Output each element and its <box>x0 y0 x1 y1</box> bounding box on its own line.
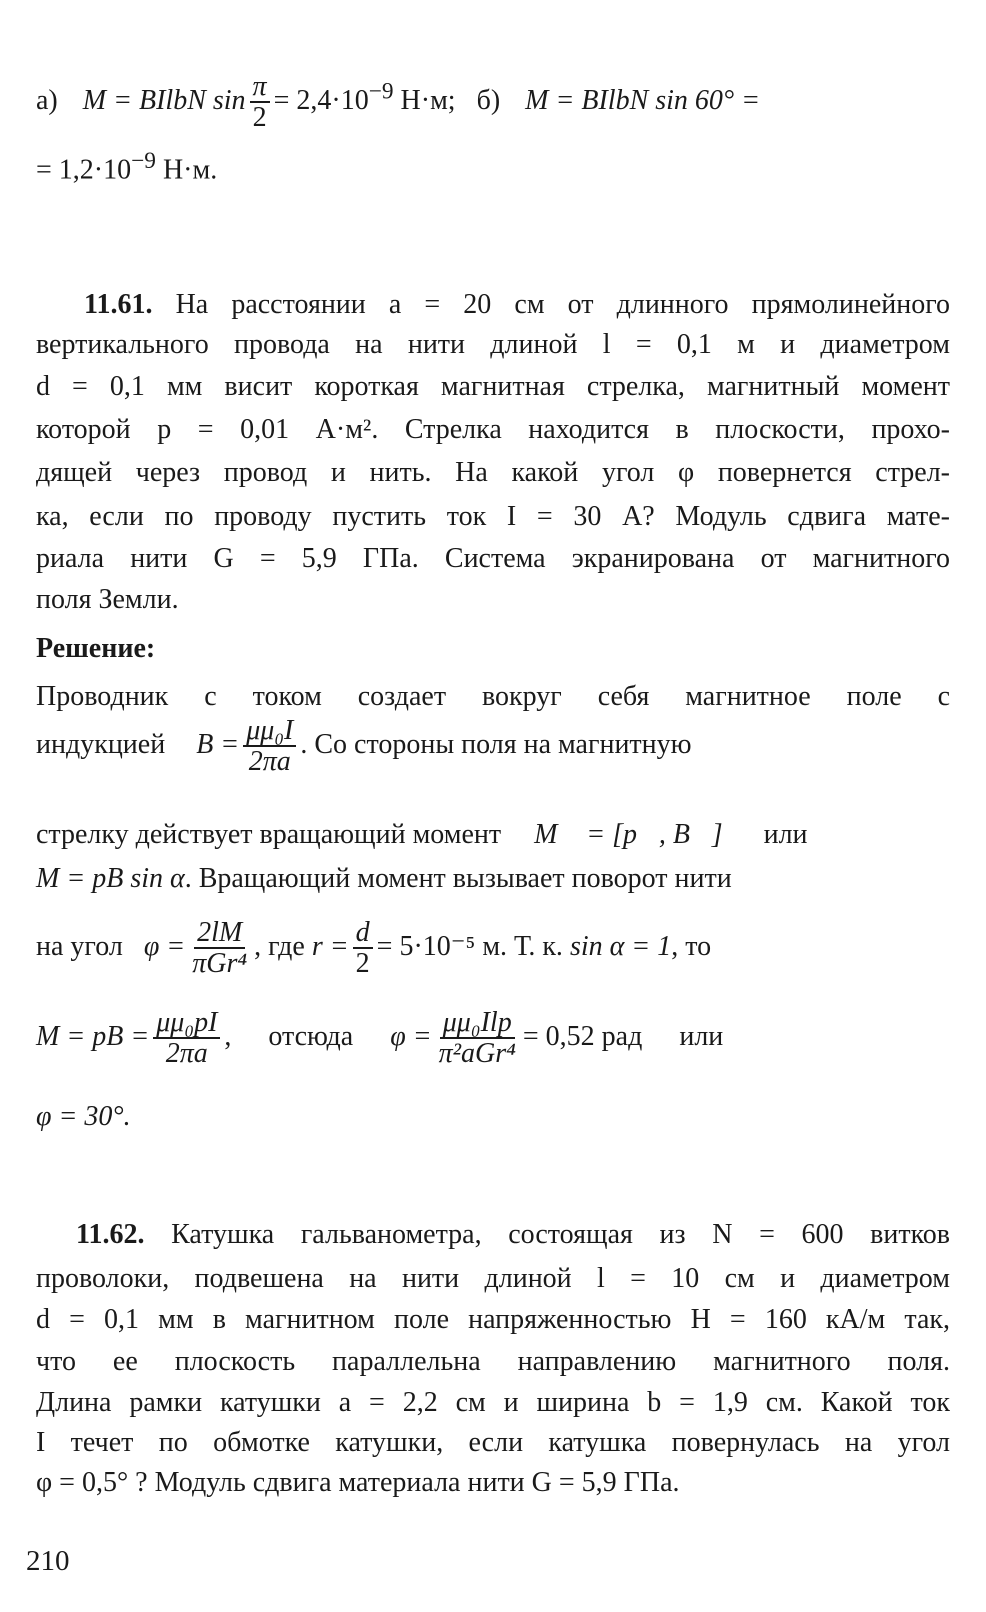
twist-angle-fraction <box>189 918 250 979</box>
twist-numerator: 2lM <box>194 918 245 949</box>
prev-unit-a: Н·м; <box>400 84 456 116</box>
radius-fraction <box>353 918 373 979</box>
problem-61-line-6: ка, если по проводу пустить ток I = 30 А? Модуль сдвига мате- <box>36 501 950 532</box>
solution-l5-sin: sin α = 1 <box>569 930 672 962</box>
problem-62-line-4: что ее плоскость параллельна направлению магнитного поля. <box>36 1346 950 1377</box>
solution-l5-c: = 5·10⁻⁵ м. Т. к. <box>376 930 563 962</box>
prev-unit-b: Н·м. <box>162 154 218 186</box>
induction-denominator: 2πa <box>248 746 291 778</box>
solution-l6-b: , <box>224 1020 232 1052</box>
solution-l4-b: . Вращающий момент вызывает поворот нити <box>184 863 732 894</box>
problem-62-line-2: проволоки, подвешена на нити длиной l = 10 см и диаметром <box>36 1263 950 1294</box>
radius-numerator: d <box>353 918 373 949</box>
torque-vector-formula: M⃗ = [p⃗, B⃗] <box>534 819 723 850</box>
solution-line-3 <box>36 818 950 852</box>
result-numerator: μμ₀Ilp <box>440 1008 515 1039</box>
problem-62-line-6: I течет по обмотке катушки, если катушка повернулась на угол <box>36 1427 950 1458</box>
problem-62-line-7: φ = 0,5° ? Модуль сдвига материала нити G = 5,9 ГПа. <box>36 1467 680 1498</box>
solution-l6-a: M = pB = <box>36 1020 150 1052</box>
solution-line-6 <box>36 1008 950 1069</box>
induction-fraction <box>243 716 296 777</box>
solution-final-answer: φ = 30°. <box>36 1101 131 1132</box>
prev-value-a: = 2,4·10 <box>273 84 369 116</box>
solution-l6-e: или <box>679 1020 724 1052</box>
solution-l6-d: = 0,52 рад <box>522 1020 643 1052</box>
problem-61-line-5: дящей через провод и нить. На какой угол φ повернется стрел- <box>36 457 950 488</box>
solution-line-4 <box>36 862 950 896</box>
induction-numerator: μμ₀I <box>243 716 296 747</box>
result-denominator: π²aGr⁴ <box>438 1038 516 1070</box>
twist-denominator: πGr⁴ <box>192 948 248 980</box>
prev-label-a: а) <box>36 84 58 116</box>
problem-62-text-1: Катушка гальванометра, состоящая из N = 600 витков <box>171 1219 950 1250</box>
problem-61-line-7: риала нити G = 5,9 ГПа. Система экранирована от магнитного <box>36 543 950 574</box>
radius-denominator: 2 <box>355 948 370 980</box>
pi-denominator: 2 <box>252 102 267 134</box>
prev-exp-a: −9 <box>368 78 394 105</box>
torque-fraction <box>153 1008 220 1069</box>
problem-62-number: 11.62. <box>76 1219 145 1250</box>
solution-line-2 <box>36 716 950 777</box>
problem-61-line-8: поля Земли. <box>36 584 179 615</box>
torque-denominator: 2πa <box>165 1038 208 1070</box>
result-fraction <box>436 1008 519 1069</box>
solution-l2-B: B = <box>196 728 240 760</box>
solution-l6-c: отсюда <box>268 1020 354 1052</box>
solution-l5-b: , где <box>254 930 305 962</box>
solution-l5-phi: φ = <box>143 930 186 962</box>
problem-62-line-5: Длина рамки катушки a = 2,2 см и ширина b = 1,9 см. Какой ток <box>36 1387 950 1418</box>
pi-over-two-fraction <box>250 72 270 133</box>
solution-l3-b: или <box>763 819 808 850</box>
page-number: 210 <box>26 1545 70 1577</box>
prev-answer-line-2 <box>36 148 950 187</box>
prev-value-b: = 1,2·10 <box>36 154 132 186</box>
solution-l5-a: на угол <box>36 930 123 962</box>
problem-62-line-1 <box>36 1218 950 1252</box>
solution-l2-b: . Со стороны поля на магнитную <box>300 728 692 760</box>
prev-label-b: б) <box>476 84 501 116</box>
prev-exp-b: −9 <box>131 148 156 174</box>
problem-61-line-2: вертикального провода на нити длиной l = 0,1 м и диаметром <box>36 329 950 360</box>
solution-heading-text: Решение: <box>36 633 156 664</box>
solution-l5-d: , то <box>671 930 712 962</box>
problem-61-line-3: d = 0,1 мм висит короткая магнитная стрелка, магнитный момент <box>36 371 950 402</box>
solution-l5-r: r = <box>311 930 349 962</box>
problem-62-line-3: d = 0,1 мм в магнитном поле напряженностью H = 160 кА/м так, <box>36 1304 950 1335</box>
torque-scalar-formula: M = pB sin α <box>36 863 185 894</box>
problem-61-text-1: На расстоянии a = 20 см от длинного прямолинейного <box>175 289 950 320</box>
solution-line-5 <box>36 918 950 979</box>
problem-61-line-1 <box>36 288 950 322</box>
problem-61-line-4: которой p = 0,01 А·м². Стрелка находится в плоскости, прохо- <box>36 414 950 445</box>
solution-line-7 <box>36 1100 950 1134</box>
prev-expr-a: M = BIlbN sin <box>82 84 246 116</box>
prev-answer-line-1 <box>36 72 950 133</box>
solution-l3-a: стрелку действует вращающий момент <box>36 819 502 850</box>
prev-expr-b: M = BIlbN sin 60° = <box>525 84 761 116</box>
pi-numerator: π <box>250 72 270 103</box>
torque-numerator: μμ₀pI <box>153 1008 220 1039</box>
solution-l2-a: индукцией <box>36 728 166 760</box>
solution-l6-phi: φ = <box>390 1020 432 1052</box>
solution-line-1: Проводник с током создает вокруг себя магнитное поле с <box>36 681 950 712</box>
problem-61-number: 11.61. <box>84 289 153 320</box>
solution-heading <box>36 632 950 666</box>
